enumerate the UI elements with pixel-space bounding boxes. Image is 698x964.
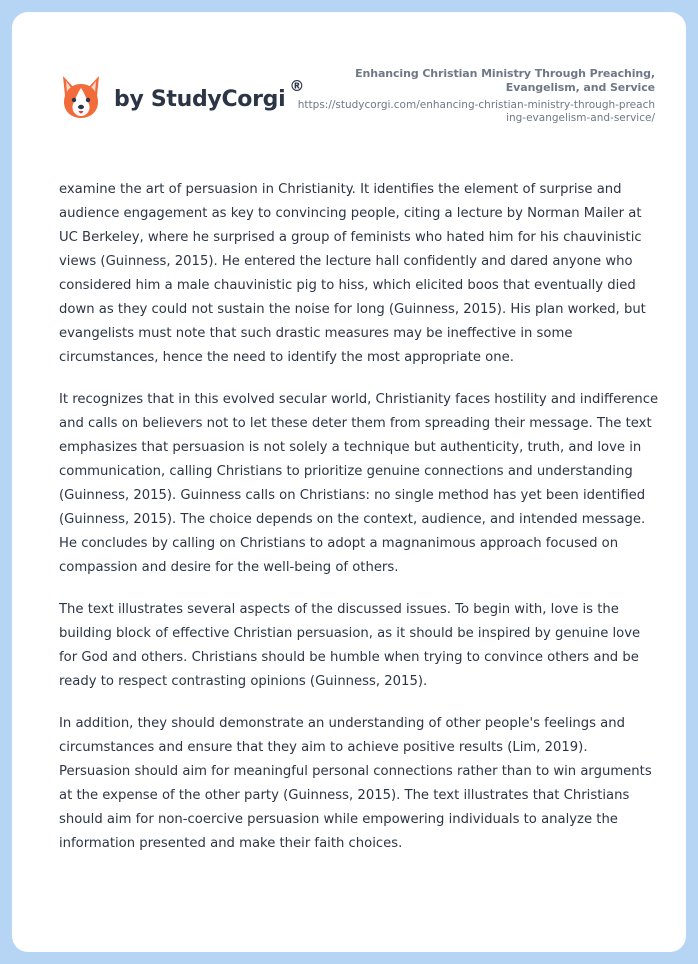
- document-body: [59, 178, 659, 874]
- studycorgi-logo[interactable]: [60, 74, 304, 120]
- page-header: [12, 12, 686, 162]
- paragraph-2: It recognizes that in this evolved secular world, Christianity faces hostility and indifference and calls on believers not to let these deter them from spreading their message. The text emphasizes that persuasion is not solely a technique but authenticity, truth, and love in communication, calling Christians to prioritize genuine connections and understanding (Guinness, 2015). Guinness calls on Christians: no single method has yet been identified (Guinness, 2015). The choice depends on the context, audience, and intended message. He concludes by calling on Christians to adopt a magnanimous approach focused on compassion and desire for the well-being of others.: [59, 392, 659, 575]
- document-info: [295, 67, 655, 125]
- paragraph-4: In addition, they should demonstrate an understanding of other people's feelings and circumstances and ensure that they aim to achieve positive results (Lim, 2019). Persuasion should aim for meaningful personal connections rather than to win arguments at the expense of the other party (Guinness, 2015). The text illustrates that Christians should aim for non-coercive persuasion while empowering individuals to analyze the information presented and make their faith choices.: [59, 716, 652, 851]
- corgi-icon: [60, 74, 102, 120]
- document-url[interactable]: https://studycorgi.com/enhancing-christian-ministry-through-preaching-evangelism-and-service/: [297, 99, 655, 124]
- registered-mark: ®: [289, 77, 305, 95]
- brand-name: by StudyCorgi: [114, 86, 286, 112]
- paragraph-1: examine the art of persuasion in Christianity. It identifies the element of surprise and audience engagement as key to convincing people, citing a lecture by Norman Mailer at UC Berkeley, where he surprised a group of feminists who hated him for his chauvinistic views (Guinness, 2015). He entered the lecture hall confidently and dared anyone who considered him a male chauvinistic pig to hiss, which elicited boos that eventually died down as they could not sustain the noise for long (Guinness, 2015). His plan worked, but evangelists must note that such drastic measures may be ineffective in some circumstances, hence the need to identify the most appropriate one.: [59, 182, 646, 365]
- paragraph-3: The text illustrates several aspects of the discussed issues. To begin with, love is the building block of effective Christian persuasion, as it should be inspired by genuine love for God and others. Christians should be humble when trying to convince others and be ready to respect contrasting opinions (Guinness, 2015).: [59, 602, 641, 689]
- document-title: Enhancing Christian Ministry Through Preaching, Evangelism, and Service: [355, 67, 655, 94]
- document-page: [12, 12, 686, 952]
